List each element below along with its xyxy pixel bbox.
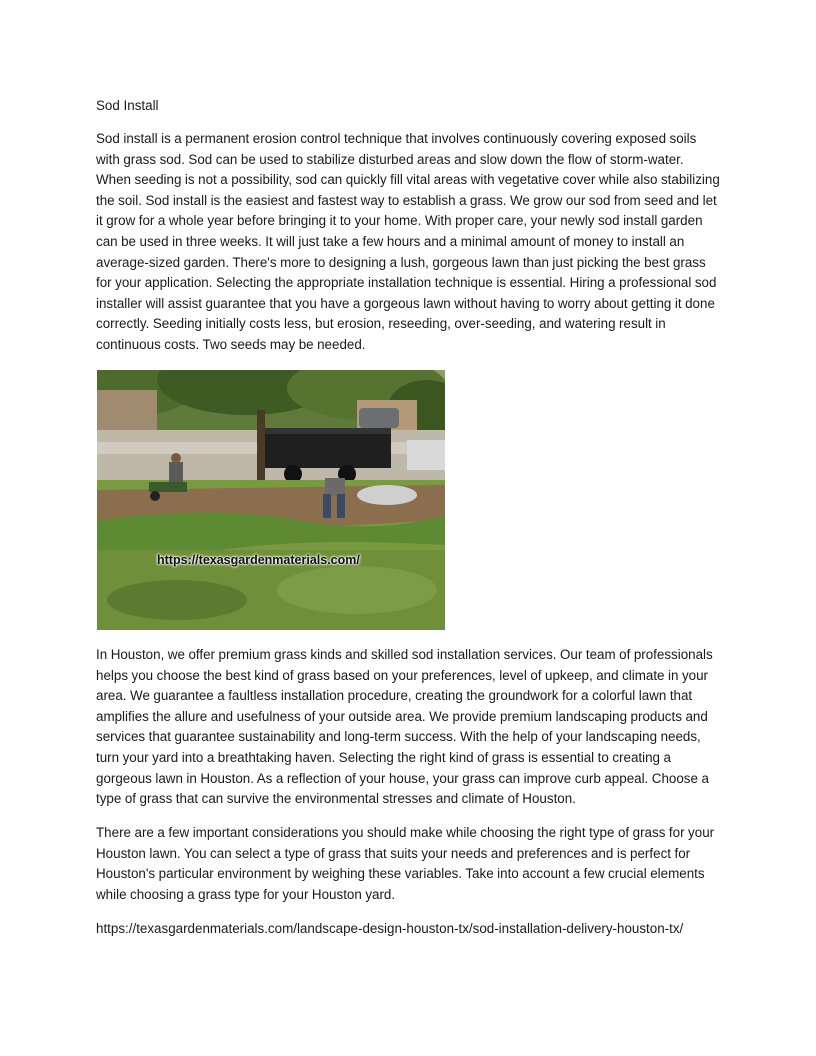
photo-watermark: https://texasgardenmaterials.com/ xyxy=(157,553,360,567)
paragraph-houston-services: In Houston, we offer premium grass kinds and skilled sod installation services. Our team of professionals helps you choose the best kind of grass based on your preferences, level of upkeep, and climate in your area. We guarantee a faultless installation procedure, creating the groundwork for a colorful lawn that amplifies the allure and usefulness of your outside area. We provide premium landscaping products and services that guarantee sustainability and long-term success. With the help of your landscaping needs, turn your yard into a breathtaking haven. Selecting the right kind of grass is essential to creating a gorgeous lawn in Houston. As a reflection of your house, your grass can improve curb appeal. Choose a type of grass that can survive the environmental stresses and climate of Houston. xyxy=(96,647,713,807)
paragraph-grass-considerations: There are a few important considerations you should make while choosing the right type of grass for your Houston lawn. You can select a type of grass that suits your needs and preferences and is perfect for Houston's particular environment by weighing these variables. Take into account a few crucial elements while choosing a grass type for your Houston yard. xyxy=(96,825,715,902)
paragraph-intro: Sod install is a permanent erosion control technique that involves continuously covering exposed soils with grass sod. Sod can be used to stabilize disturbed areas and slow down the flow of storm-water. When seeding is not a possibility, sod can quickly fill vital areas with vegetative cover while also stabilizing the soil. Sod install is the easiest and fastest way to establish a grass. We grow our sod from seed and let it grow for a whole year before bringing it to your home. With proper care, your newly sod install garden can be used in three weeks. It will just take a few hours and a minimal amount of money to install an average-sized garden. There's more to designing a lush, gorgeous lawn than just picking the best grass for your application. Selecting the appropriate installation technique is essential. Hiring a professional sod installer will assist guarantee that you have a gorgeous lawn without having to worry about getting it done correctly. Seeding initially costs less, but erosion, reseeding, over-seeding, and watering result in continuous costs. Two seeds may be needed. xyxy=(96,131,720,352)
document-title: Sod Install xyxy=(96,98,159,113)
source-url: https://texasgardenmaterials.com/landscape-design-houston-tx/sod-installation-delivery-houston-tx/ xyxy=(96,921,684,936)
photo-illustration xyxy=(97,370,445,630)
sod-installation-photo xyxy=(97,370,445,630)
